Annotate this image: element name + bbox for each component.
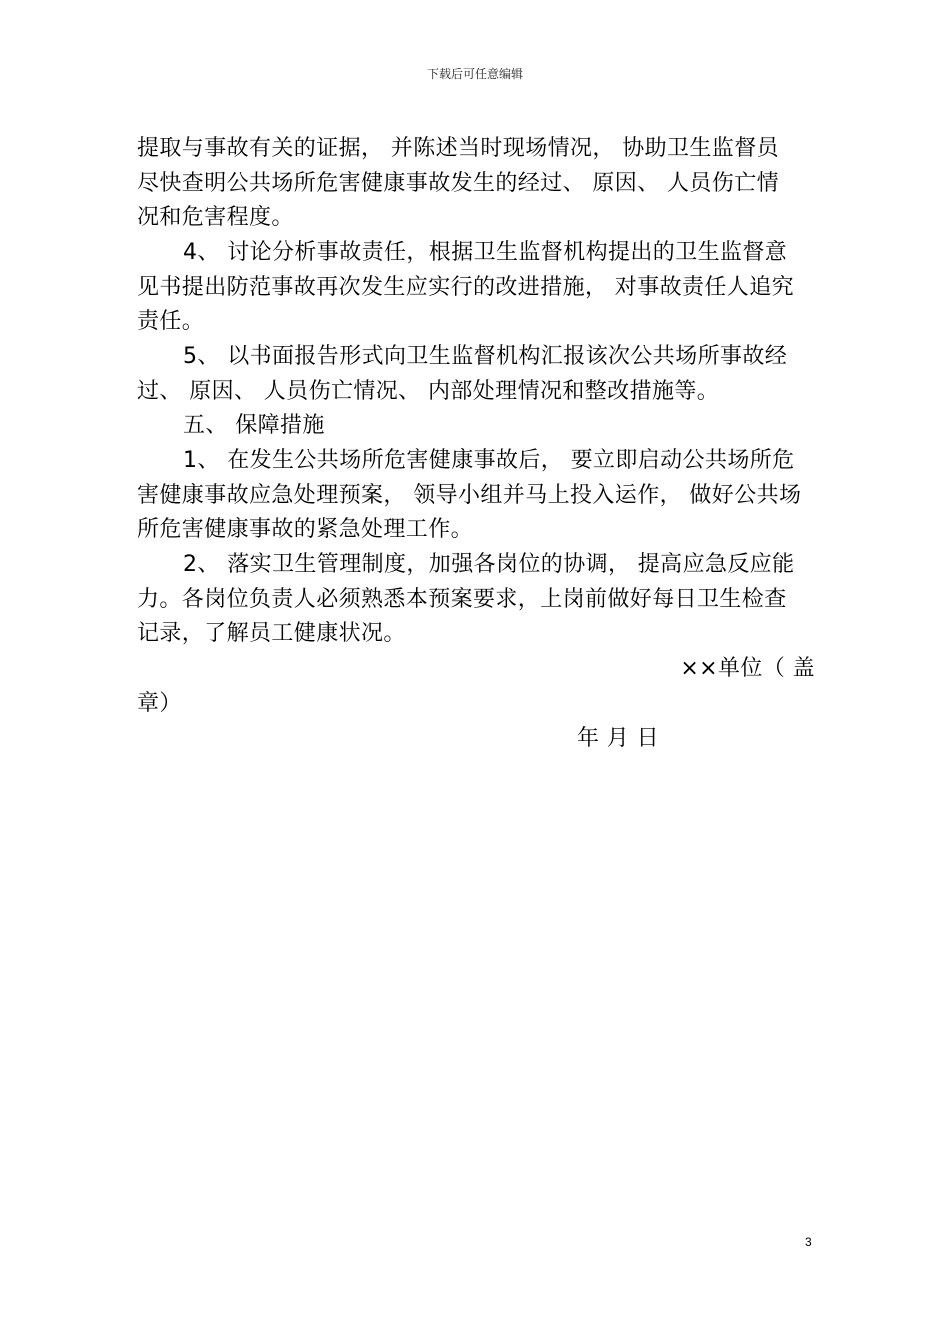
- body-line: 害健康事故应急处理预案， 领导小组并马上投入运作， 做好公共场: [137, 483, 802, 508]
- body-line: 况和危害程度。: [137, 205, 294, 230]
- body-line: 所危害健康事故的紧急处理工作。: [137, 517, 474, 542]
- body-line: 提取与事故有关的证据， 并陈述当时现场情况， 协助卫生监督员: [137, 136, 779, 161]
- body-line: 过、 原因、 人员伤亡情况、 内部处理情况和整改措施等。: [137, 379, 720, 404]
- body-line: 见书提出防范事故再次发生应实行的改进措施， 对事故责任人追究: [137, 275, 794, 300]
- signature-unit: ××单位（ 盖: [680, 656, 815, 681]
- signature-unit-cont: 章）: [137, 691, 182, 716]
- page-header: 下载后可任意编辑: [426, 67, 523, 81]
- page-number: 3: [805, 1235, 812, 1249]
- body-line: 尽快查明公共场所危害健康事故发生的经过、 原因、 人员伤亡情: [137, 171, 779, 196]
- signature-date: 年 月 日: [577, 726, 659, 751]
- body-line: 4、 讨论分析事故责任，根据卫生监督机构提出的卫生监督意: [183, 240, 788, 265]
- body-line: 1、 在发生公共场所危害健康事故后， 要立即启动公共场所危: [183, 448, 795, 473]
- body-line: 记录，了解员工健康状况。: [137, 621, 406, 646]
- body-line: 5、 以书面报告形式向卫生监督机构汇报该次公共场所事故经: [183, 344, 788, 369]
- body-line: 责任。: [137, 309, 205, 334]
- body-line: 2、 落实卫生管理制度，加强各岗位的协调， 提高应急反应能: [183, 552, 795, 577]
- section-heading: 五、 保障措施: [183, 413, 325, 438]
- body-line: 力。各岗位负责人必须熟悉本预案要求，上岗前做好每日卫生检查: [137, 587, 787, 612]
